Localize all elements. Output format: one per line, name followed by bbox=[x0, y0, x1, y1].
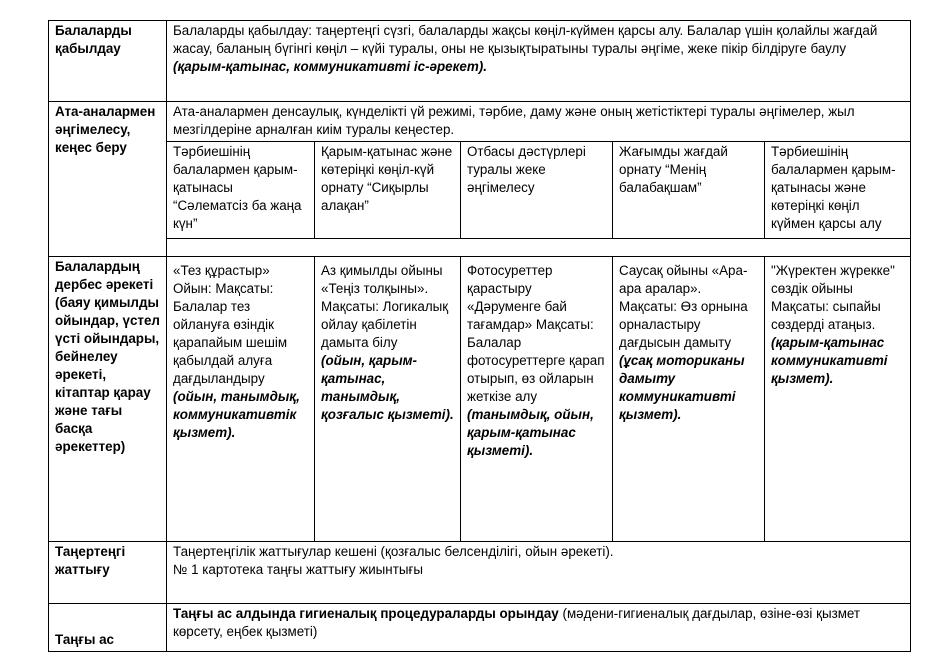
activity-day-4-text: Саусақ ойыны «Ара-ара аралар». Мақсаты: Өз орнына орналастыру дағдысын дамыту bbox=[619, 263, 748, 350]
row-breakfast bbox=[49, 604, 911, 652]
activity-day-3-text: Фотосуреттер қарастыру «Дәруменге бай тағамдар» Мақсаты: Балалар фотосуреттерге қарап отырып, өз ойларын жеткізе алу bbox=[467, 263, 605, 404]
parents-gap-cell bbox=[167, 239, 911, 257]
exercise-line-2: № 1 картотека таңғы жаттығу жиынтығы bbox=[173, 562, 423, 577]
reception-note: (қарым-қатынас, коммуникативті іс-әрекет). bbox=[173, 59, 487, 74]
activity-day-5-note: (қарым-қатынас коммуникативті қызмет). bbox=[771, 335, 888, 386]
row-reception bbox=[49, 21, 911, 102]
row-head-activity: Балалардың дербес әрекеті (баяу қимылды ойындар, үстел үсті ойындары, бейнелеу әрекеті, кітаптар қарау және тағы басқа әрекеттер) bbox=[49, 257, 167, 542]
parents-day-2: Қарым-қатынас және көтеріңкі көңіл-күй орнату “Сиқырлы алақан” bbox=[315, 142, 461, 239]
breakfast-rest: (мәдени-гигиеналық дағдылар, өзіне-өзі қызмет көрсету, еңбек қызметі) bbox=[173, 606, 861, 639]
row-head-exercise: Таңертеңгі жаттығу bbox=[49, 542, 167, 604]
parents-day-5: Тәрбиешінің балалармен қарым-қатынасы және көтеріңкі көңіл күймен қарсы алу bbox=[765, 142, 911, 239]
activity-day-5 bbox=[765, 257, 911, 542]
activity-day-3 bbox=[461, 257, 613, 542]
row-parents-gap bbox=[49, 239, 911, 257]
activity-day-4-note: (ұсақ моториканы дамыту коммуникативті қызмет). bbox=[619, 353, 745, 422]
row-head-breakfast: Таңғы ас bbox=[49, 604, 167, 652]
activity-day-2-text: Аз қимылды ойыны «Теңіз толқыны». Мақсаты: Логикалық ойлау қабілетін дамыта білу bbox=[321, 263, 449, 350]
exercise-line-1: Таңертеңгілік жаттығулар кешені (қозғалыс белсенділігі, ойын әрекеті). bbox=[173, 544, 614, 559]
row-parents-days bbox=[49, 142, 911, 239]
activity-day-2 bbox=[315, 257, 461, 542]
activity-day-5-text: "Жүректен жүрекке" сөздік ойыны Мақсаты: сыпайы сөздерді атаңыз. bbox=[771, 263, 895, 332]
activity-day-1-note: (ойын, танымдық, коммуникативтік қызмет). bbox=[173, 389, 300, 440]
row-activity bbox=[49, 257, 911, 542]
row-head-reception: Балаларды қабылдау bbox=[49, 21, 167, 102]
activity-day-4 bbox=[613, 257, 765, 542]
reception-cell bbox=[167, 21, 911, 102]
activity-day-1-text: «Тез құрастыр» Ойын: Мақсаты: Балалар тез ойлануға өзіндік қарапайым шешім қабылдай алуға дағдыландыру bbox=[173, 263, 288, 386]
breakfast-cell bbox=[167, 604, 911, 652]
activity-day-2-note: (ойын, қарым-қатынас, танымдық, қозғалыс қызметі). bbox=[321, 353, 454, 422]
breakfast-bold: Таңғы ас алдында гигиеналық процедураларды орындау bbox=[173, 606, 559, 621]
row-exercise bbox=[49, 542, 911, 604]
row-parents-intro bbox=[49, 102, 911, 142]
parents-day-4: Жағымды жағдай орнату “Менің балабақшам” bbox=[613, 142, 765, 239]
exercise-cell bbox=[167, 542, 911, 604]
parents-intro: Ата-аналармен денсаулық, күнделікті үй режимі, тәрбие, даму және оның жетістіктері туралы әңгімелер, жыл мезгілдеріне арналған киім туралы кеңестер. bbox=[167, 102, 911, 142]
parents-day-1: Тәрбиешінің балалармен қарым-қатынасы “Сәлематсіз ба жаңа күн” bbox=[167, 142, 315, 239]
row-head-parents: Ата-аналармен әңгімелесу, кеңес беру bbox=[49, 102, 167, 257]
activity-day-1 bbox=[167, 257, 315, 542]
daily-plan-table bbox=[48, 20, 911, 652]
activity-day-3-note: (танымдық, ойын, қарым-қатынас қызметі). bbox=[467, 407, 594, 458]
reception-text: Балаларды қабылдау: таңертеңгі сүзгі, балаларды жақсы көңіл-күймен қарсы алу. Балалар үшін қолайлы жағдай жасау, баланың бүгінгі көңіл – күйі туралы, оны не қызықтыратыны туралы әңгіме, жеке пікір білдіруге баулу bbox=[173, 23, 878, 56]
parents-day-3: Отбасы дәстүрлері туралы жеке әңгімелесу bbox=[461, 142, 613, 239]
